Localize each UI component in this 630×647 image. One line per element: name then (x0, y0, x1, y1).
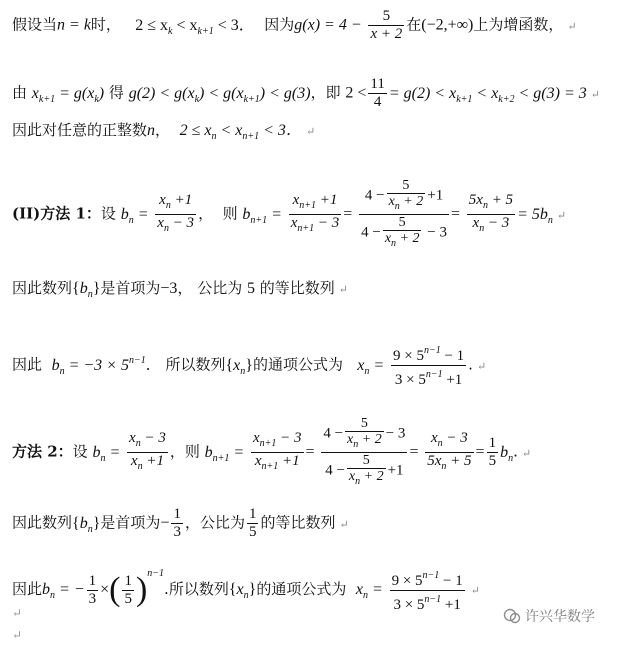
line-4-method-1: (II)方法 1：设 $b_n$ = $\frac{x_n +1}{x_n - 3}$ ， 则 $b_{n+1}$ = $\frac{x_{n+1} +1}{x_{n+1} - 3}$ = 4 − $\frac{5}{x_n + 2}$ +1 4 − $\frac{5}{x_n + 2}$ − 3 = $\frac{5x_n + 5}{x_n - 3}$ = $5b_n$ ↵ (12, 178, 567, 249)
math: < x (176, 16, 198, 34)
text: 假设当 (12, 15, 58, 34)
line-6: 因此 $b_n = -3 \times 5^{n-1}$． 所以数列$\{x_n\}$的通项公式为 $x_n$ = $\frac{9 \times 5^{n-1} - 1}{3 \times 5^{n-1} +1}$ . ↵ (12, 345, 487, 388)
text: 因此对任意的正整数 (12, 121, 148, 139)
text: 上为增函数， (473, 15, 564, 34)
paragraph-mark: ↵ (12, 628, 23, 642)
wechat-icon (503, 608, 521, 624)
return-mark: ↵ (567, 19, 577, 33)
text: ，即 (310, 83, 341, 102)
math: (−2,+∞) (421, 16, 474, 34)
math: < 3． (213, 16, 255, 34)
line-8: 因此数列$\{b_n\}$是首项为− $\frac{1}{3}$ ，公比为 $\frac{1}{5}$ 的等比数列 ↵ (12, 506, 349, 540)
compound-fraction: 4 − $\frac{5}{x_n + 2}$ +1 4 − $\frac{5}{x_n + 2}$ − 3 (361, 178, 447, 249)
math: 2 ≤ x (135, 16, 169, 34)
text: 时， (90, 15, 121, 34)
text: 在 (406, 15, 422, 34)
line-1: 假设当n = k时， $2 \le x_k < x_{k+1} < 3$． 因为g(x) = 4 − $\frac{5}{x + 2}$ 在(−2,+∞)上为增函数， ↵ (12, 8, 577, 42)
method-heading: (II)方法 1： (12, 204, 101, 223)
line-5: 因此数列$\{b_n\}$是首项为−3， 公比为 5 的等比数列 ↵ (12, 279, 349, 300)
line-9: 因此$b_n$ = − $\frac{1}{3}$ ×( $\frac{1}{5}$ )$^{n-1}$.所以数列$\{x_n\}$的通项公式为 $x_n$ = $\frac{9 \times 5^{n-1} - 1}{3 \times 5^{n-1} +1}$ ↵ (12, 568, 480, 613)
text: 得 (108, 83, 124, 102)
watermark-text: 许兴华数学 (525, 609, 595, 625)
math-sub: k (168, 25, 173, 37)
line-3: 因此对任意的正整数n， $2 \le x_n < x_{n+1} < 3$． ↵ (12, 121, 316, 142)
paragraph-mark: ↵ (12, 606, 23, 620)
text: 因为 (264, 15, 295, 34)
watermark (503, 606, 595, 626)
math: n = k (57, 16, 91, 34)
method-heading: 方法 2： (12, 442, 73, 461)
line-7-method-2: 方法 2：设 $b_n$ = $\frac{x_n - 3}{x_n +1}$ ，则 $b_{n+1}$ = $\frac{x_{n+1} - 3}{x_{n+1} +1}$ = 4 − $\frac{5}{x_n + 2}$ − 3 4 − $\frac{5}{x_n + 2}$ +1 = $\frac{x_n - 3}{5x_n + 5}$ = $\frac{1}{5}$ $b_n$. ↵ (12, 416, 532, 487)
fraction: $\frac{5}{x + 2}$ (370, 8, 403, 42)
math: g(x) = 4 − (294, 16, 362, 34)
text: 由 (12, 83, 28, 102)
line-2: 由 $x_{k+1} = g(x_k)$ 得 $g(2) < g(x_k) < g(x_{k+1}) < g(3)$，即 2 < $\frac{11}{4}$ = $g(2) < x_{k+1} < x_{k+2} < g(3) = 3$ ↵ (12, 76, 600, 110)
fraction: $\frac{11}{4}$ (370, 76, 385, 110)
